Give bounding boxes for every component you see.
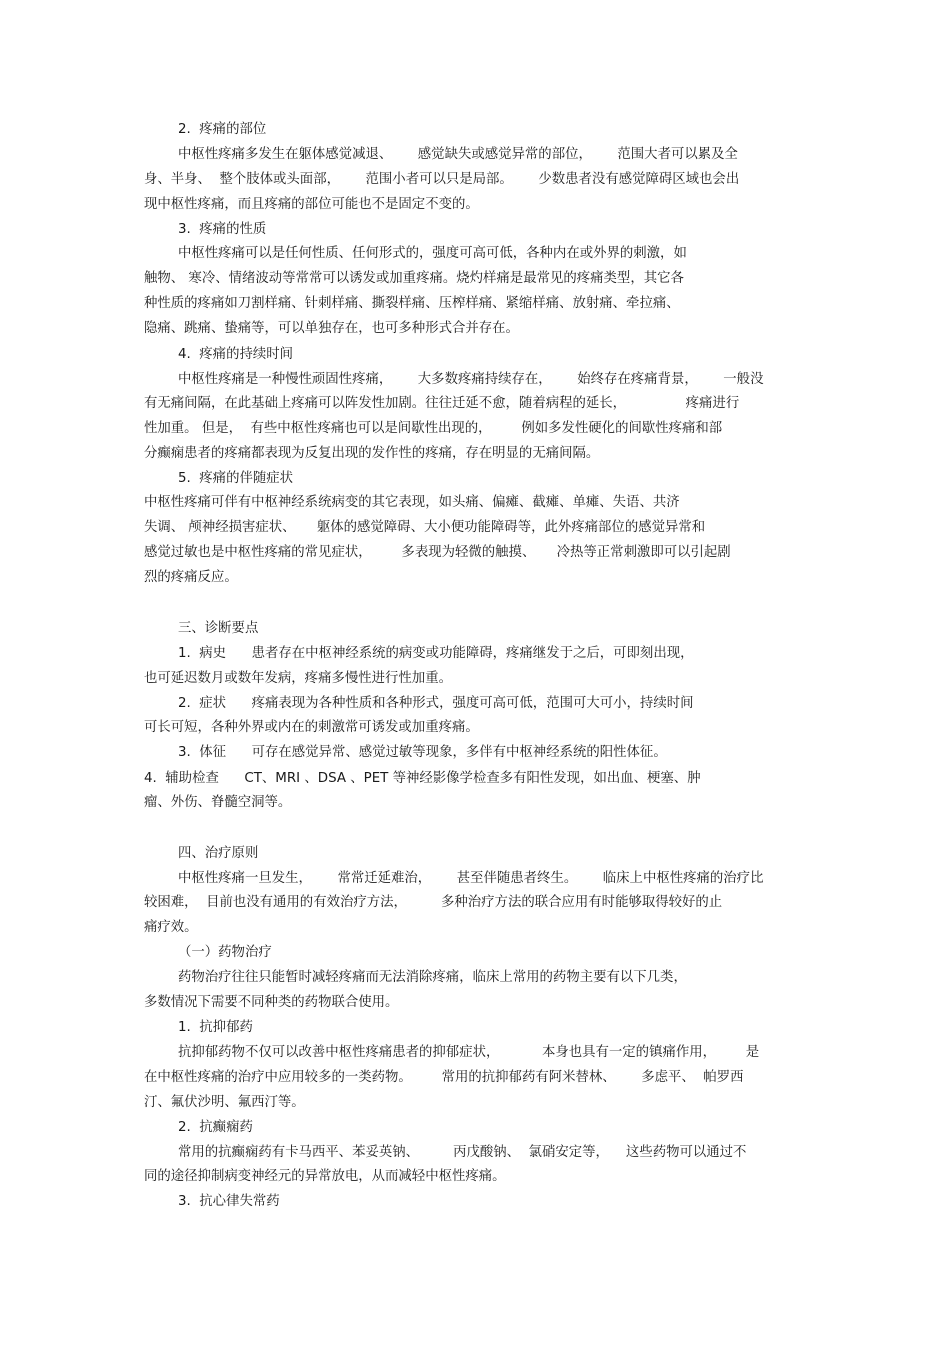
paragraph-line: 2. 症状 疼痛表现为各种性质和各种形式，强度可高可低，范围可大可小，持续时间: [178, 696, 694, 711]
paragraph-line: 烈的疼痛反应。: [144, 570, 238, 585]
paragraph-line: 身、半身、 整个肢体或头面部， 范围小者可以只是局部。 少数患者没有感觉障碍区域也会出: [144, 172, 740, 187]
paragraph-line: 可长可短，各种外界或内在的刺激常可诱发或加重疼痛。: [144, 720, 479, 735]
section-heading-diagnosis: 三、诊断要点: [178, 621, 259, 636]
paragraph-line: 3. 体征 可存在感觉异常、感觉过敏等现象，多伴有中枢神经系统的阳性体征。: [178, 745, 667, 760]
subheading-drug-therapy: （一）药物治疗: [178, 945, 272, 960]
paragraph-line: 也可延迟数月或数年发病，疼痛多慢性进行性加重。: [144, 671, 452, 686]
paragraph-line: 感觉过敏也是中枢性疼痛的常见症状， 多表现为轻微的触摸、 冷热等正常刺激即可以引起剧: [144, 545, 731, 560]
paragraph-line: 常用的抗癫痫药有卡马西平、苯妥英钠、 丙戊酸钠、 氯硝安定等， 这些药物可以通过不: [178, 1145, 747, 1160]
section-heading-treatment: 四、治疗原则: [178, 846, 259, 861]
paragraph-line: 现中枢性疼痛，而且疼痛的部位可能也不是固定不变的。: [144, 197, 479, 212]
paragraph-line: 有无痛间隔，在此基础上疼痛可以阵发性加剧。往往迁延不愈，随着病程的延长， 疼痛进行: [144, 396, 740, 411]
paragraph-line: 汀、氟伏沙明、氟西汀等。: [144, 1095, 305, 1110]
paragraph-line: 瘤、外伤、脊髓空洞等。: [144, 795, 292, 810]
paragraph-line: 在中枢性疼痛的治疗中应用较多的一类药物。 常用的抗抑郁药有阿米替林、 多虑平、 帕罗西: [144, 1070, 744, 1085]
paragraph-line: 痛疗效。: [144, 920, 198, 935]
paragraph-line: 中枢性疼痛多发生在躯体感觉减退、 感觉缺失或感觉异常的部位， 范围大者可以累及全: [178, 147, 738, 162]
paragraph-line: 药物治疗往往只能暂时减轻疼痛而无法消除疼痛，临床上常用的药物主要有以下几类，: [178, 970, 687, 985]
heading-pain-location: 2. 疼痛的部位: [178, 122, 267, 137]
paragraph-line: 中枢性疼痛可伴有中枢神经系统病变的其它表现，如头痛、偏瘫、截瘫、单瘫、失语、共济: [144, 495, 680, 510]
paragraph-line: 多数情况下需要不同种类的药物联合使用。: [144, 995, 399, 1010]
heading-pain-nature: 3. 疼痛的性质: [178, 222, 267, 237]
paragraph-line: 4. 辅助检查 CT、MRI 、DSA 、PET 等神经影像学检查多有阳性发现，如出血、梗塞、肿: [144, 771, 701, 786]
paragraph-line: 同的途径抑制病变神经元的异常放电，从而减轻中枢性疼痛。: [144, 1169, 506, 1184]
paragraph-line: 性加重。 但是， 有些中枢性疼痛也可以是间歇性出现的， 例如多发性硬化的间歇性疼痛和部: [144, 421, 723, 436]
paragraph-line: 中枢性疼痛可以是任何性质、任何形式的，强度可高可低，各种内在或外界的刺激，如: [178, 246, 687, 261]
paragraph-line: 1. 病史 患者存在中枢神经系统的病变或功能障碍，疼痛继发于之后，可即刻出现，: [178, 646, 694, 661]
heading-antiarrhythmics: 3. 抗心律失常药: [178, 1194, 280, 1209]
paragraph-line: 中枢性疼痛是一种慢性顽固性疼痛， 大多数疼痛持续存在， 始终存在疼痛背景， 一般没: [178, 372, 764, 387]
paragraph-line: 分癫痫患者的疼痛都表现为反复出现的发作性的疼痛，存在明显的无痛间隔。: [144, 446, 600, 461]
heading-antidepressants: 1. 抗抑郁药: [178, 1020, 253, 1035]
paragraph-line: 种性质的疼痛如刀割样痛、针刺样痛、撕裂样痛、压榨样痛、紧缩样痛、放射痛、牵拉痛、: [144, 296, 680, 311]
paragraph-line: 隐痛、跳痛、蛰痛等，可以单独存在，也可多种形式合并存在。: [144, 321, 519, 336]
heading-pain-symptoms: 5. 疼痛的伴随症状: [178, 471, 294, 486]
paragraph-line: 抗抑郁药物不仅可以改善中枢性疼痛患者的抑郁症状， 本身也具有一定的镇痛作用， 是: [178, 1045, 760, 1060]
heading-antiepileptics: 2. 抗癫痫药: [178, 1120, 253, 1135]
paragraph-line: 触物、 寒冷、情绪波动等常常可以诱发或加重疼痛。烧灼样痛是最常见的疼痛类型，其它各: [144, 271, 684, 286]
paragraph-line: 中枢性疼痛一旦发生， 常常迁延难治， 甚至伴随患者终生。 临床上中枢性疼痛的治疗比: [178, 871, 764, 886]
paragraph-line: 较困难， 目前也没有通用的有效治疗方法， 多种治疗方法的联合应用有时能够取得较好的止: [144, 895, 723, 910]
heading-pain-duration: 4. 疼痛的持续时间: [178, 347, 294, 362]
paragraph-line: 失调、 颅神经损害症状、 躯体的感觉障碍、大小便功能障碍等，此外疼痛部位的感觉异常和: [144, 520, 706, 535]
